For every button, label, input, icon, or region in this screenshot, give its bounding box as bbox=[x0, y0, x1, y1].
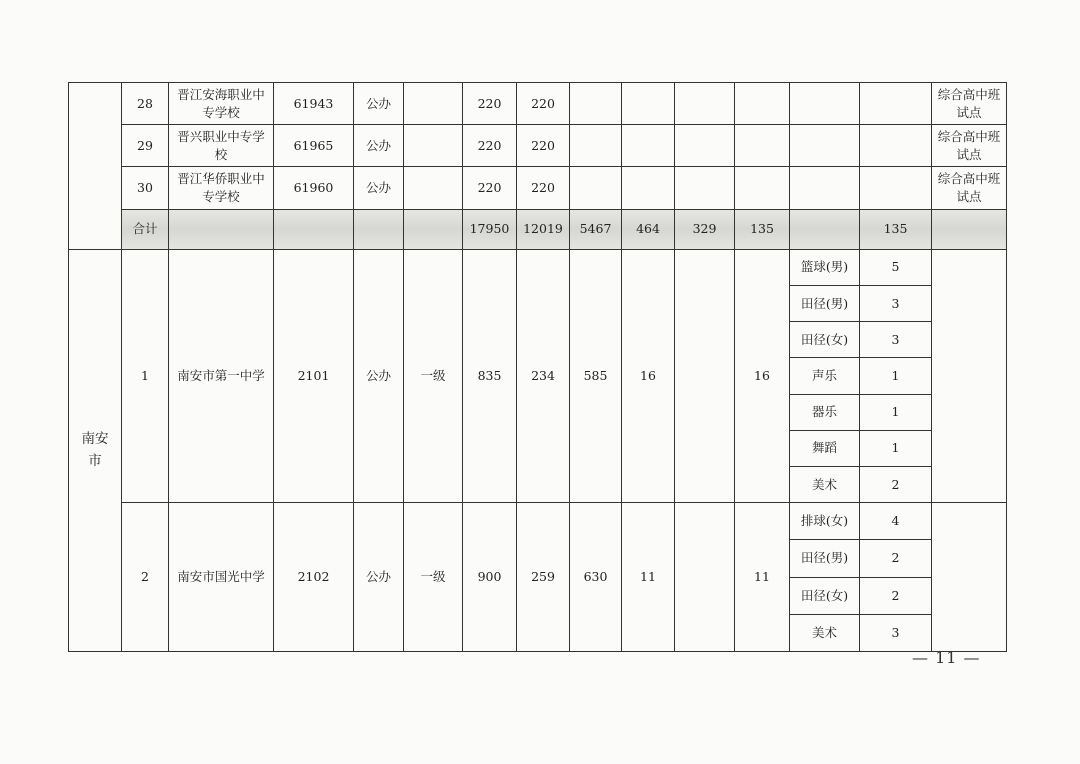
item-name: 田径(女) bbox=[790, 322, 860, 358]
plan-total: 220 bbox=[463, 83, 517, 125]
item-name bbox=[790, 125, 860, 167]
school-code: 61960 bbox=[274, 167, 354, 209]
item-name: 排球(女) bbox=[790, 503, 860, 540]
item-count: 5 bbox=[860, 249, 932, 285]
item-name: 篮球(男) bbox=[790, 249, 860, 285]
item-name: 美术 bbox=[790, 466, 860, 502]
note bbox=[932, 249, 1007, 502]
special-count-2 bbox=[735, 167, 790, 209]
school-name: 南安市国光中学 bbox=[169, 503, 274, 652]
table-row bbox=[69, 503, 1007, 540]
empty-cell bbox=[675, 125, 735, 167]
note: 综合高中班试点 bbox=[932, 167, 1007, 209]
school-name: 晋江安海职业中专学校 bbox=[169, 83, 274, 125]
total-other: 5467 bbox=[570, 209, 622, 249]
plan-local: 234 bbox=[517, 249, 570, 502]
item-count: 1 bbox=[860, 394, 932, 430]
empty-cell bbox=[790, 209, 860, 249]
table-row bbox=[69, 83, 1007, 125]
empty-cell bbox=[675, 83, 735, 125]
plan-local: 220 bbox=[517, 83, 570, 125]
school-level: 一级 bbox=[404, 249, 463, 502]
table-row bbox=[69, 249, 1007, 285]
special-count bbox=[622, 167, 675, 209]
school-level: 一级 bbox=[404, 503, 463, 652]
item-count: 3 bbox=[860, 286, 932, 322]
item-name bbox=[790, 167, 860, 209]
empty-cell bbox=[675, 167, 735, 209]
plan-other bbox=[570, 125, 622, 167]
school-type: 公办 bbox=[354, 503, 404, 652]
school-name: 晋兴职业中专学校 bbox=[169, 125, 274, 167]
item-count: 1 bbox=[860, 430, 932, 466]
item-name: 田径(男) bbox=[790, 540, 860, 577]
item-count bbox=[860, 83, 932, 125]
special-count-2: 11 bbox=[735, 503, 790, 652]
school-code: 61943 bbox=[274, 83, 354, 125]
row-number: 28 bbox=[122, 83, 169, 125]
total-count: 135 bbox=[860, 209, 932, 249]
empty-cell bbox=[354, 209, 404, 249]
empty-cell bbox=[932, 209, 1007, 249]
item-count: 1 bbox=[860, 358, 932, 394]
item-name: 美术 bbox=[790, 614, 860, 651]
total-row bbox=[69, 209, 1007, 249]
item-name: 声乐 bbox=[790, 358, 860, 394]
row-number: 29 bbox=[122, 125, 169, 167]
item-name: 田径(男) bbox=[790, 286, 860, 322]
note bbox=[932, 503, 1007, 652]
school-code: 2101 bbox=[274, 249, 354, 502]
plan-local: 259 bbox=[517, 503, 570, 652]
table-row bbox=[69, 167, 1007, 209]
item-count: 2 bbox=[860, 540, 932, 577]
school-code: 61965 bbox=[274, 125, 354, 167]
school-name: 南安市第一中学 bbox=[169, 249, 274, 502]
item-count: 3 bbox=[860, 322, 932, 358]
plan-total: 900 bbox=[463, 503, 517, 652]
empty-cell bbox=[274, 209, 354, 249]
special-count bbox=[622, 125, 675, 167]
empty-cell bbox=[169, 209, 274, 249]
school-type: 公办 bbox=[354, 249, 404, 502]
region-cell bbox=[69, 249, 122, 651]
item-count: 2 bbox=[860, 466, 932, 502]
special-count: 11 bbox=[622, 503, 675, 652]
enrollment-table bbox=[68, 82, 1007, 652]
school-type: 公办 bbox=[354, 83, 404, 125]
item-name: 器乐 bbox=[790, 394, 860, 430]
school-code: 2102 bbox=[274, 503, 354, 652]
item-name: 田径(女) bbox=[790, 577, 860, 614]
item-name bbox=[790, 83, 860, 125]
total-plan: 17950 bbox=[463, 209, 517, 249]
total-label: 合计 bbox=[122, 209, 169, 249]
row-number: 1 bbox=[122, 249, 169, 502]
plan-local: 220 bbox=[517, 167, 570, 209]
empty-cell bbox=[675, 249, 735, 502]
school-name: 晋江华侨职业中专学校 bbox=[169, 167, 274, 209]
item-count bbox=[860, 167, 932, 209]
total-local: 12019 bbox=[517, 209, 570, 249]
plan-total: 220 bbox=[463, 125, 517, 167]
item-name: 舞蹈 bbox=[790, 430, 860, 466]
school-level bbox=[404, 167, 463, 209]
special-count-2 bbox=[735, 83, 790, 125]
school-type: 公办 bbox=[354, 125, 404, 167]
row-number: 30 bbox=[122, 167, 169, 209]
item-count: 3 bbox=[860, 614, 932, 651]
item-count bbox=[860, 125, 932, 167]
special-count: 16 bbox=[622, 249, 675, 502]
plan-local: 220 bbox=[517, 125, 570, 167]
region-name: 南安市 bbox=[81, 431, 109, 470]
empty-cell bbox=[404, 209, 463, 249]
special-count bbox=[622, 83, 675, 125]
special-count-2 bbox=[735, 125, 790, 167]
plan-other: 585 bbox=[570, 249, 622, 502]
total-col-5: 329 bbox=[675, 209, 735, 249]
total-col-6: 135 bbox=[735, 209, 790, 249]
note: 综合高中班试点 bbox=[932, 125, 1007, 167]
plan-total: 220 bbox=[463, 167, 517, 209]
school-type: 公办 bbox=[354, 167, 404, 209]
school-level bbox=[404, 125, 463, 167]
table-row bbox=[69, 125, 1007, 167]
item-count: 2 bbox=[860, 577, 932, 614]
total-special: 464 bbox=[622, 209, 675, 249]
page-number: — 11 — bbox=[912, 648, 981, 667]
item-count: 4 bbox=[860, 503, 932, 540]
school-level bbox=[404, 83, 463, 125]
note: 综合高中班试点 bbox=[932, 83, 1007, 125]
plan-other bbox=[570, 83, 622, 125]
plan-total: 835 bbox=[463, 249, 517, 502]
plan-other bbox=[570, 167, 622, 209]
region-cell-previous bbox=[69, 83, 122, 250]
row-number: 2 bbox=[122, 503, 169, 652]
empty-cell bbox=[675, 503, 735, 652]
special-count-2: 16 bbox=[735, 249, 790, 502]
plan-other: 630 bbox=[570, 503, 622, 652]
